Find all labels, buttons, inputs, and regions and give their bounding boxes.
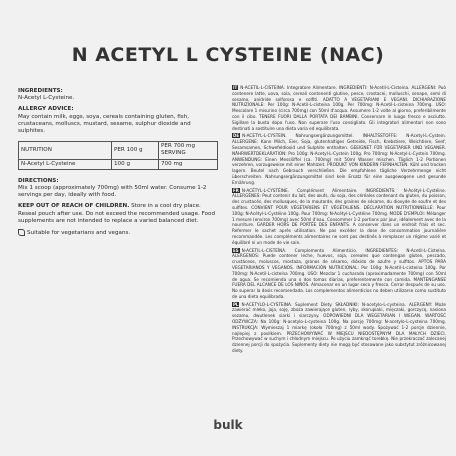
directions-section: [18, 178, 218, 200]
brand-logo: bulk: [213, 418, 243, 432]
language-badge: IT: [233, 85, 238, 90]
nutrition-table: [18, 141, 218, 170]
ingredients-text: N-Acetyl L-Cysteine.: [18, 95, 75, 102]
vegetarian-text: Suitable for vegetarians and vegans.: [27, 230, 131, 237]
directions-text: Mix 1 scoop (approximately 700mg) with 50ml water. Consume 1-2 servings per day, ideally with food.: [18, 185, 207, 199]
allergy-text: May contain milk, eggs, soya, cereals containing gluten, fish, crustaceans, molluscs, mustard, sesame, sulphur dioxide and sulphites.: [18, 113, 191, 135]
vegan-leaf-icon: [18, 229, 25, 236]
translation-fr: [232, 188, 446, 246]
language-badge: PL: [233, 301, 239, 307]
ingredients-section: [18, 88, 218, 102]
nutrition-header-cell: PER 700 mg SERVING: [159, 142, 218, 159]
nutrition-header-cell: NUTRITION: [19, 142, 112, 159]
vegetarian-note: [18, 229, 218, 237]
directions-heading: DIRECTIONS:: [18, 177, 59, 184]
storage-heading: KEEP OUT OF REACH OF CHILDREN.: [18, 203, 130, 210]
nutrition-row: [19, 159, 218, 169]
nutrition-cell: 100 g: [112, 159, 159, 169]
language-badge: ES: [233, 247, 239, 253]
nutrition-cell: 700 mg: [159, 159, 218, 169]
translation-it: [232, 85, 446, 131]
storage-section: [18, 203, 218, 225]
language-badge: DE: [233, 133, 240, 139]
translation-text: N-ACETIL-L-CISTEÍNA. Complemento Alimenticio. INGREDIENTES: N-Acetil-L-Cisteína. ALÉRGENOS: Puede contener leche, huevos, soja, cereales que contengan gluten, pescado, crustáceos, moluscos, mostaza, granos de sésamo, dióxido de azufre y sulfitos. APTOS PARA VEGETARIANOS Y VEGANOS. INFORMACIÓN NUTRICIONAL: Por 100g: N-Acetil-L-cisteína 100g. Por 700mg: N-Acetil-L-cisteína 700mg. USO: Mezclar 1 cucharada (aproximadamente 700mg) con 50ml de agua. Se recomienda una o dos tomas diarias, preferentemente con comida. MANTENGANSE FUERA DEL ALCANCE DE LOS NIÑOS. Almacenar en un lugar seco y fresco. Cerrar después de su uso. No superar la dosis recomendada. Los complementos alimenticios no deben utilizarse como sustituto de una dieta equilibrada.: [232, 247, 446, 299]
english-label-column: [18, 85, 218, 241]
allergy-heading: ALLERGY ADVICE:: [18, 106, 74, 113]
storage-text: Store in a cool dry place. Reseal pouch after use. Do not exceed the recommended usage. Food supplements are not intended to replace a varied balanced diet.: [18, 203, 215, 224]
translation-pl: [232, 302, 446, 354]
language-badge: FR: [233, 187, 239, 193]
translations-column: [232, 85, 446, 356]
translation-es: [232, 248, 446, 300]
ingredients-heading: INGREDIENTS:: [18, 88, 63, 94]
translation-text: N-ACETYL-L-CYSTEIN. Nahrungsergänzungsmittel. INHALTSSTOFFE: N-Acetyl-L-Cystein. ALLERGENE: Kann Milch, Eier, Soja, glutenhaltiges Getreide, Fisch, Krebstiere, Weichtiere, Senf, Sesamsamen, Schwefeldioxid und Sulphite enthalten. GEEIGNET FÜR VEGETARIER UND VEGANER. NÄHRWERTDEKLARATION: Pro 100g: N-Acetyl-L-Cystein 100g. Pro 700mg: N-Acetyl-L-Cystein 700mg. ANWENDUNG: Einen Messlöffel (ca. 700mg) mit 50ml Wasser mischen. Täglich 1-2 Portionen verzehren, vorzugsweise mit einer Mahlzeit. PRODUKT VON KINDERN FERNHALTEN. Kühl und trocken lagern. Beutel nach Gebrauch verschließen. Die empfohlene tägliche Verzehrmenge nicht überschreiten. Nahrungsergänzungsmittel sind kein Ersatz für eine ausgewogene und gesunde Ernährung.: [232, 133, 446, 185]
nutrition-header-row: [19, 142, 218, 159]
storage-paragraph: [18, 203, 218, 225]
nutrition-header-cell: PER 100 g: [112, 142, 159, 159]
translation-de: [232, 133, 446, 185]
translation-text: N-ACETYLO-L-CYSTEINA. Suplement Diety. SKŁADNIKI: N-acetylo-L-cysteina. ALERGENY: Może zawierać mleko, jaja, soję, zboża zawierające gluten, ryby, skorupiaki, mięczaki, gorczycę, nasiona sezamu, dwutlenek siarki i siarczyny. ODPOWIEDNI DLA WEGETARIAN I WEGAN. WARTOŚĆ ODŻYWCZA: Na 100g: N-acetylo-L-cysteina 100g. Na porcję 700mg: N-acetylo-L-cysteina 700mg. INSTRUKCJA: Wymieszaj 1 miarkę (około 700mg) z 50ml wody. Spożywać 1-2 porcje dziennie, najlepiej z posiłkiem. PRZECHOWYWAĆ W MIEJSCU NIEDOSTĘPNYM DLA MAŁYCH DZIECI. Przechowywać w suchym i chłodnym miejscu. Po użyciu zamknąć torebkę. Nie przekraczać zalecanej dziennej porcji do spożycia. Suplementy diety nie mogą być stosowane jako substytut zróżnicowanej diety.: [232, 301, 446, 354]
translation-text: N-ACÉTYL-L-CYSTÉINE. Complément Alimentaire. INGRÉDIENTS: N-Acétyl-L-Cystéine. ALLERGÈNES: Peut contenir du lait, des œufs, du soja, des céréales contenant du gluten, du poisson, des crustacés, des mollusques, de la moutarde, des graines de sésame, du dioxyde de soufre et des sulfites. CONVIENT POUR VÉGÉTARIENS ET VÉGÉTALIENS. DÉCLARATION NUTRITIONNELLE: Pour 100g: N-Acétyl-L-Cystéine 100g. Pour 700mg: N-Acétyl-L-Cystéine 700mg. MODE D'EMPLOI: Mélanger 1 mesure (environ 700mg) avec 50ml d'eau. Consommer 1-2 portions par jour, idéalement avec de la nourriture. GARDER HORS DE PORTÉE DES ENFANTS. A conserver dans un endroit frais et sec. Refermer le sachet après utilisation. Ne pas excéder la dose de consommation journalière recommandée. Les compléments alimentaires ne sont pas destinés à remplacer un régime varié et équilibré ni un mode de vie sain.: [232, 187, 446, 245]
allergy-section: [18, 106, 218, 135]
nutrition-cell: N-Acetyl L-Cysteine: [19, 159, 112, 169]
translation-text: N-ACETIL-L-CISTEINA. Integratore Alimentare. INGREDIENTI: N-Acetil-L-Cisteina. ALLERGENI: Può contenere latte, uova, soia, cereali contenenti glutine, pesce, crostacei, molluschi, senape, semi di sesamo, anidride solforosa e solfiti. ADATTO A VEGETARIANI E VEGANI. DICHIARAZIONE NUTRIZIONALE: Per 100g: N-Acetil-L-cisteina 100g. Per 700mg: N-Acetil-L-cisteina 700mg. USO: Mescolare 1 misurino (circa 700mg) con 50ml d'acqua. Assumere 1-2 volte al giorno, preferibilmente con il cibo. TENERE FUORI DALLA PORTATA DEI BAMBINI. Conservare in luogo fresco e asciutto. Sigillare la busta dopo l'uso. Non superare l'uso consigliato. Gli integratori alimentari non sono destinati a sostituire una dieta varia ed equilibrata.: [232, 85, 446, 131]
page-title: N ACETYL L CYSTEINE (NAC): [71, 44, 385, 66]
